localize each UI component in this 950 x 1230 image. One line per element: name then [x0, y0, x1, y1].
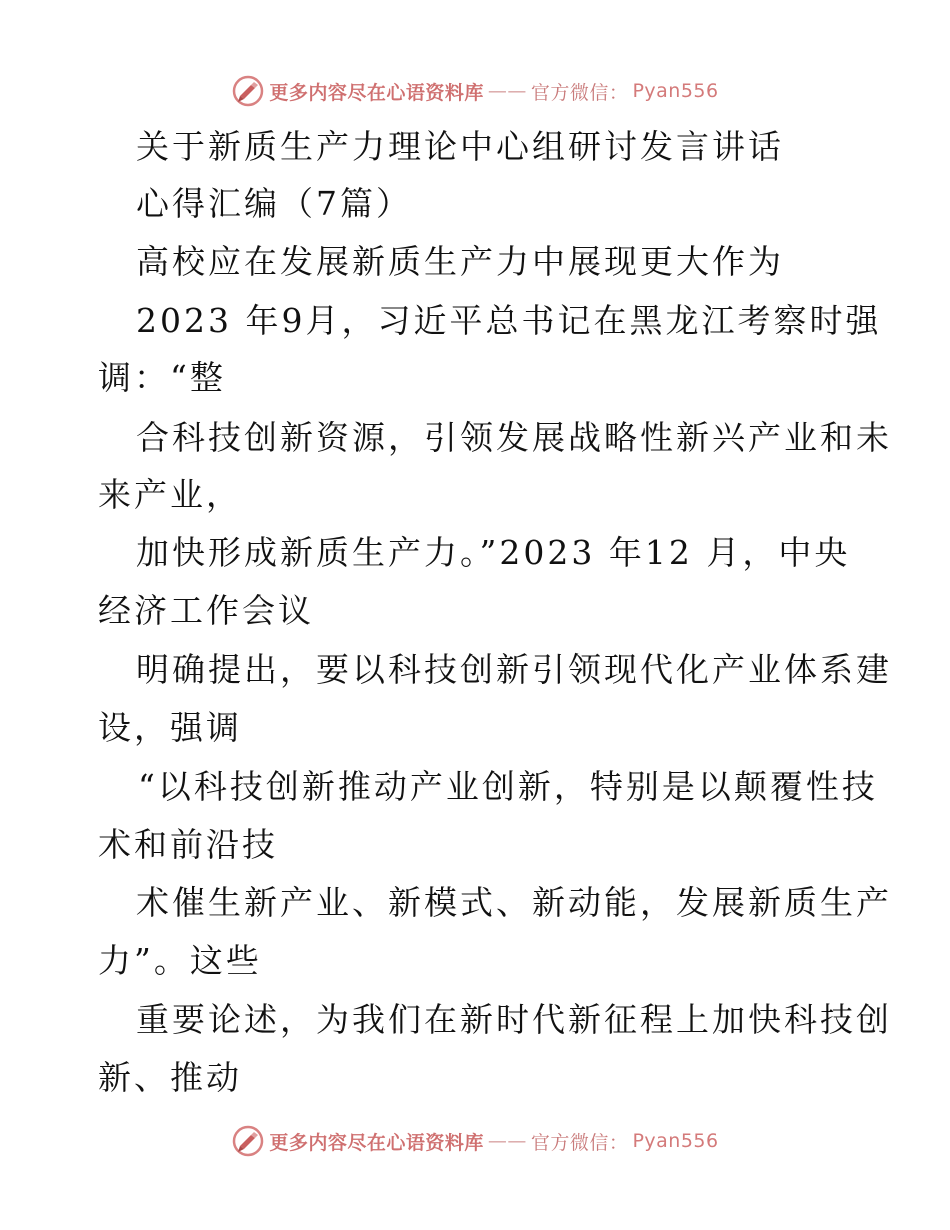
banner-official-label: 官方微信：	[530, 81, 629, 104]
body-text-line: 调：“整	[98, 358, 226, 397]
body-text-line: 力”。这些	[98, 941, 262, 980]
pen-nib-logo-icon	[231, 1124, 265, 1158]
body-text-line: 设，强调	[98, 708, 242, 747]
body-text-line: 加快形成新质生产力。”2023 年12 月，中央	[136, 533, 851, 572]
body-text-line: 新、推动	[98, 1058, 242, 1097]
footer-watermark-banner	[0, 1121, 950, 1161]
banner-wechat-id: Pyan556	[632, 1130, 719, 1152]
banner-wechat-id: Pyan556	[632, 80, 719, 102]
body-text-line: 术和前沿技	[98, 825, 278, 864]
body-text-line: 明确提出，要以科技创新引领现代化产业体系建	[136, 650, 892, 689]
body-text-line: 2023 年9月，习近平总书记在黑龙江考察时强	[136, 301, 882, 340]
document-title-line-2: 心得汇编（7篇）	[136, 184, 412, 223]
body-text-line: 来产业，	[98, 475, 242, 514]
banner-promo-text: 更多内容尽在心语资料库	[269, 1131, 484, 1154]
body-text-line: 重要论述，为我们在新时代新征程上加快科技创	[136, 1000, 892, 1039]
body-text-line: “以科技创新推动产业创新，特别是以颠覆性技	[138, 767, 878, 806]
document-title-line-1: 关于新质生产力理论中心组研讨发言讲话	[136, 127, 784, 166]
banner-separator: ——	[487, 80, 527, 102]
body-text-line: 高校应在发展新质生产力中展现更大作为	[136, 242, 784, 281]
banner-promo-text: 更多内容尽在心语资料库	[269, 81, 484, 104]
body-text-line: 合科技创新资源，引领发展战略性新兴产业和未	[136, 418, 892, 457]
body-text-line: 术催生新产业、新模式、新动能，发展新质生产	[136, 883, 892, 922]
banner-official-label: 官方微信：	[530, 1131, 629, 1154]
body-text-line: 经济工作会议	[98, 591, 314, 630]
banner-separator: ——	[487, 1130, 527, 1152]
